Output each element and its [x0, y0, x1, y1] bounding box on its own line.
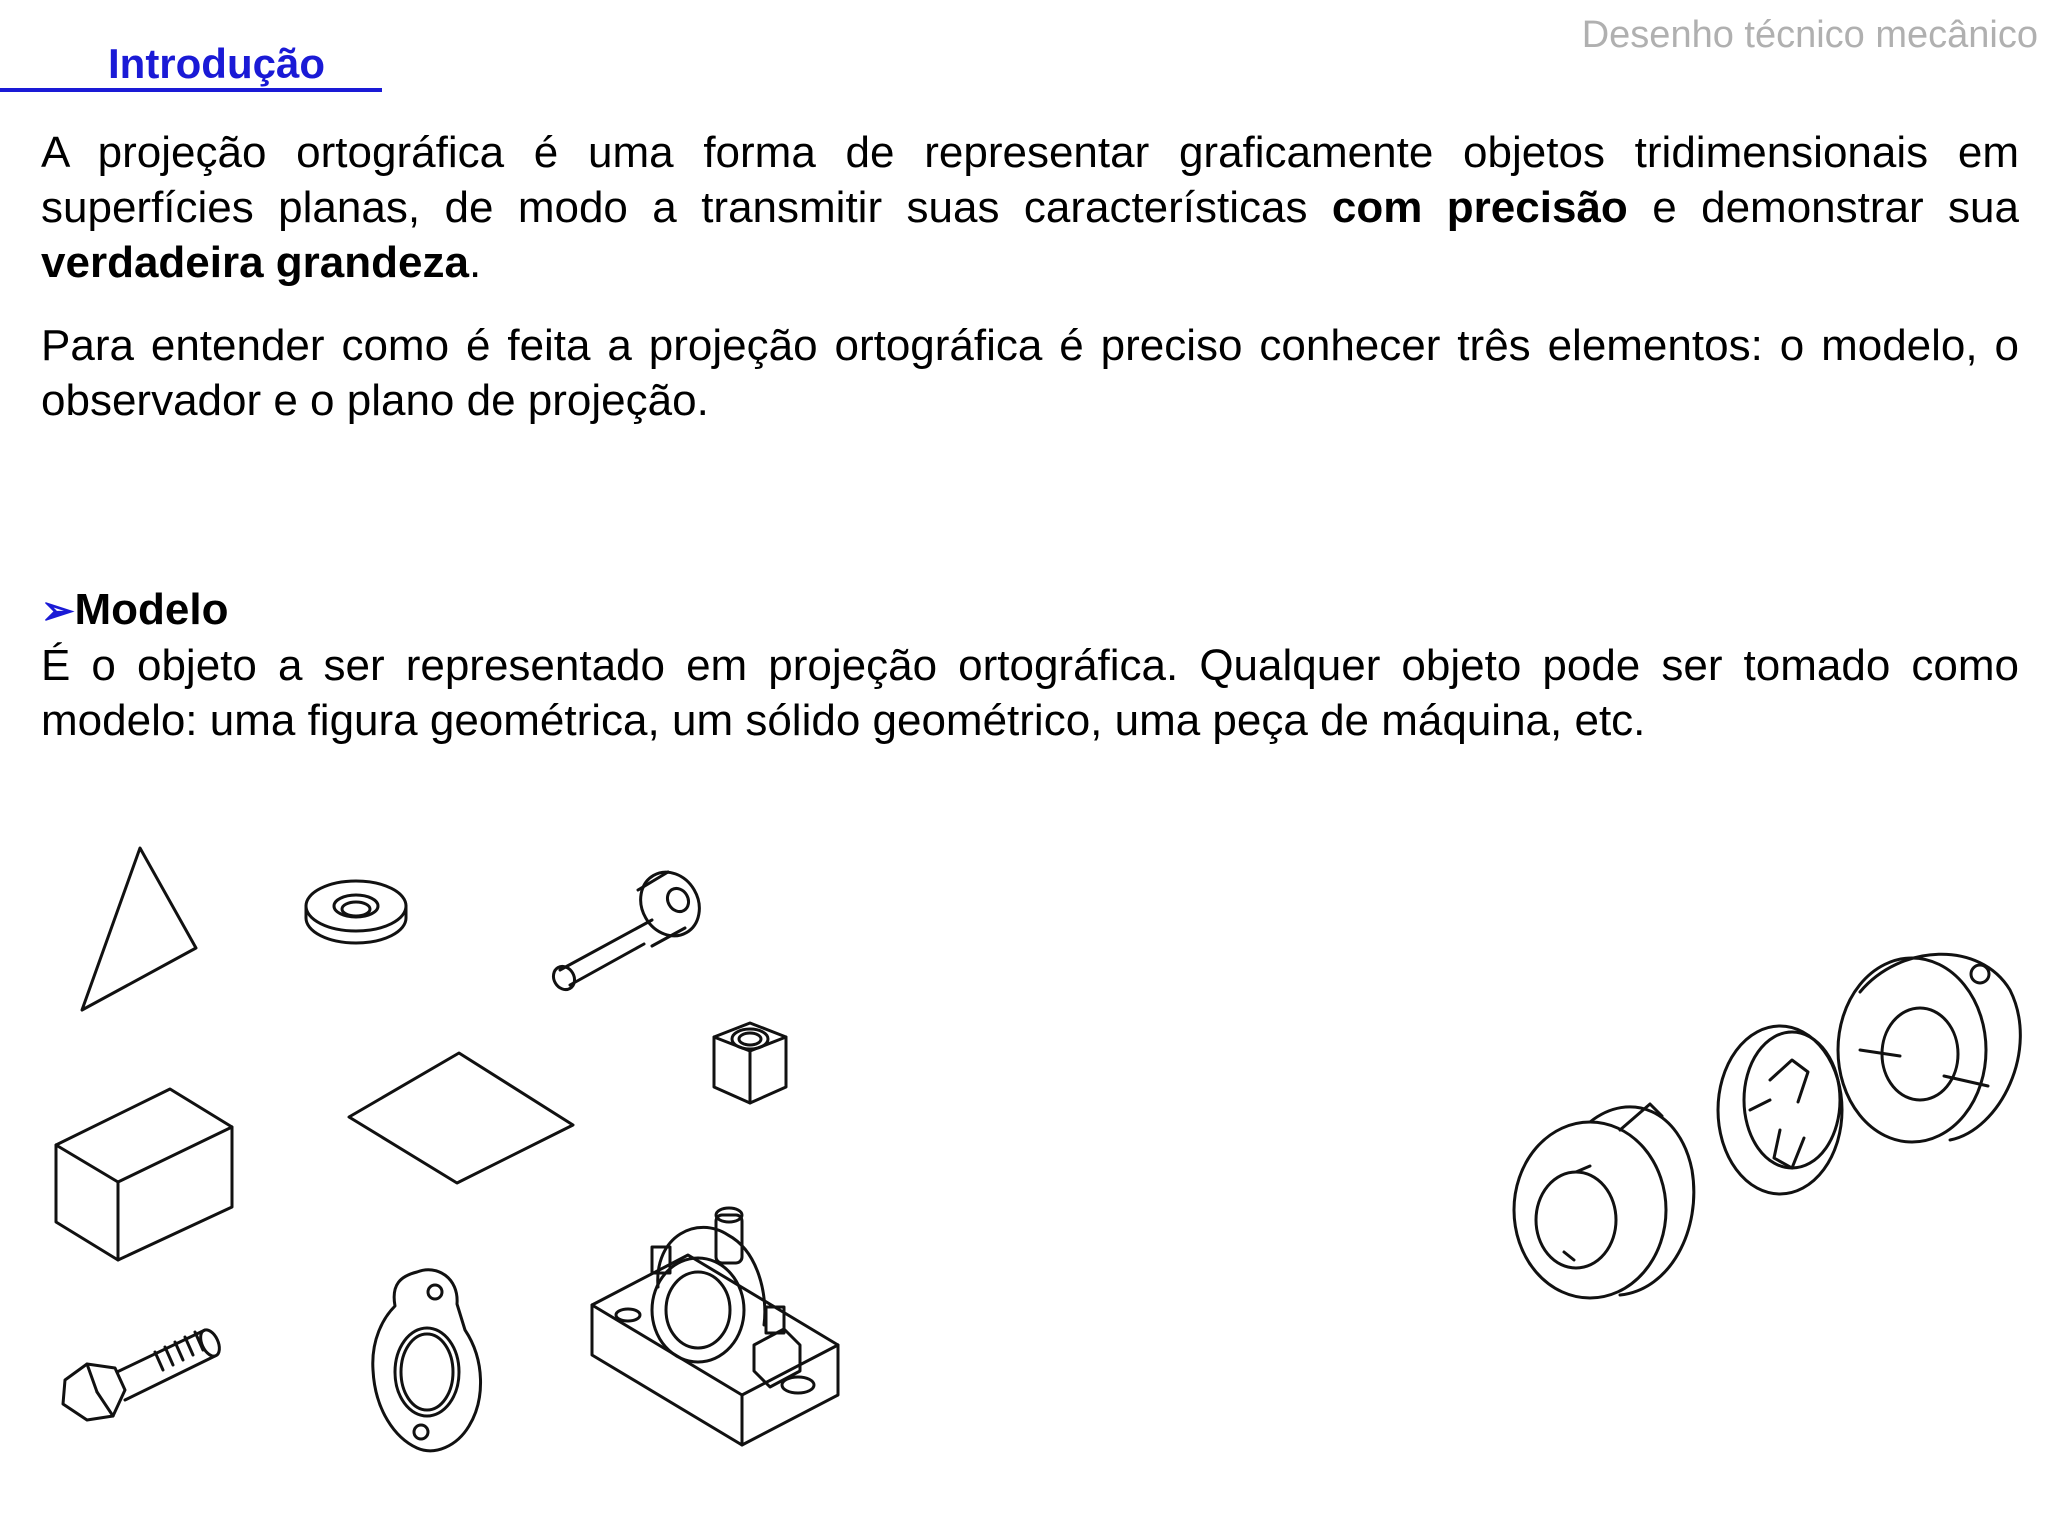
title-underline	[0, 88, 382, 92]
intro-text: A projeção ortográfica é uma forma de representar graficamente objetos tridimensionais em superfícies planas, de modo a transmitir suas características	[41, 128, 2019, 232]
course-title: Desenho técnico mecânico	[1581, 14, 2038, 56]
section-title: Introdução	[108, 40, 325, 87]
rectangular-block-drawing	[52, 1085, 242, 1260]
intro-text: e demonstrar sua	[1627, 183, 2019, 232]
arrow-bullet-icon: ➢	[41, 589, 75, 633]
hex-nut-drawing	[700, 1015, 800, 1115]
bolt-drawing	[55, 1320, 235, 1455]
pillow-block-drawing	[588, 1195, 848, 1465]
triangle-drawing	[70, 840, 210, 1020]
jaw-coupling-drawing	[1480, 940, 2040, 1340]
intro-emphasis-precision: com precisão	[1331, 183, 1628, 232]
intro-emphasis-magnitude: verdadeira grandeza	[41, 238, 469, 287]
intro-paragraph	[41, 125, 2019, 290]
intro-text: .	[468, 238, 482, 287]
modelo-heading-label: Modelo	[74, 585, 229, 634]
flange-drawing	[365, 1260, 490, 1460]
washer-drawing	[300, 870, 420, 950]
elements-paragraph: Para entender como é feita a projeção ortográfica é preciso conhecer três elementos: o modelo, o observador e o plano de projeção.	[41, 321, 2019, 425]
modelo-heading	[41, 582, 229, 639]
cap-screw-drawing	[540, 860, 715, 990]
modelo-paragraph: É o objeto a ser representado em projeção ortográfica. Qualquer objeto pode ser tomado como modelo: uma figura geométrica, um sólido geométrico, uma peça de máquina, etc.	[41, 641, 2019, 745]
parallelogram-drawing	[345, 1045, 580, 1185]
